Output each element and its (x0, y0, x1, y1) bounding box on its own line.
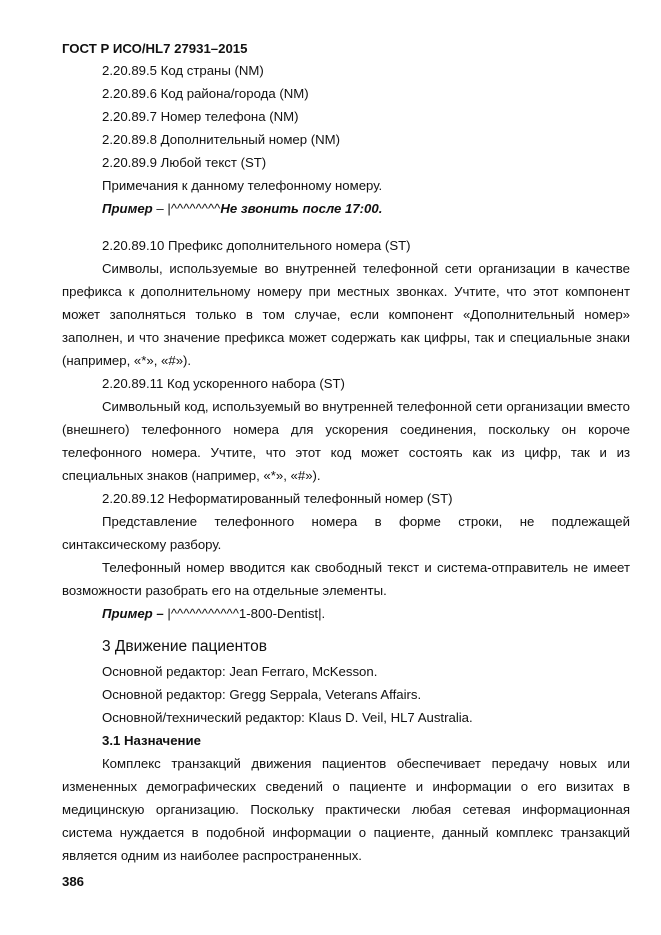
field-line-country-code: 2.20.89.5 Код страны (NM) (102, 63, 264, 78)
page-content (62, 59, 630, 867)
field-line-area-code: 2.20.89.6 Код района/города (NM) (102, 86, 309, 101)
section-2-20-89-12-title: 2.20.89.12 Неформатированный телефонный номер (ST) (102, 491, 453, 506)
field-line-extension: 2.20.89.8 Дополнительный номер (NM) (102, 132, 341, 147)
section-3-heading: 3 Движение пациентов (102, 638, 267, 655)
example-1-label: Пример (102, 201, 153, 216)
spacer (62, 220, 630, 234)
example-1 (62, 197, 630, 220)
example-1-text: Не звонить после 17:00. (220, 201, 383, 216)
section-2-20-89-10-title: 2.20.89.10 Префикс дополнительного номера (ST) (102, 238, 411, 253)
section-2-20-89-11-title: 2.20.89.11 Код ускоренного набора (ST) (102, 376, 345, 391)
editor-line-1: Основной редактор: Jean Ferraro, McKesson. (102, 664, 378, 679)
example-2 (62, 602, 630, 625)
example-1-separator: – |^^^^^^^^ (152, 201, 221, 216)
notes-line: Примечания к данному телефонному номеру. (102, 178, 383, 193)
section-2-20-89-10-paragraph: Символы, используемые во внутренней телефонной сети организации в качестве префикса к дополнительному номеру при местных звонках. Учтите, что этот компонент может заполняться только в том случае, если компонент «Дополнительный номер» заполнен, и что значение префикса может содержать как цифры, так и специальные знаки (например, «*», «#»). (62, 261, 630, 368)
example-2-text: |^^^^^^^^^^^1-800-Dentist|. (163, 606, 326, 621)
section-2-20-89-12-paragraph-2: Телефонный номер вводится как свободный текст и система-отправитель не имеет возможности разобрать его на отдельные элементы. (62, 560, 630, 598)
editor-line-3: Основной/технический редактор: Klaus D. Veil, HL7 Australia. (102, 710, 473, 725)
section-2-20-89-11-paragraph: Символьный код, используемый во внутренней телефонной сети организации вместо (внешнего) телефонного номера для ускорения соединения, поскольку он короче телефонного номера. Учтите, что этот код может состоять как из цифр, так и из специальных знаков (например, «*», «#»). (62, 399, 630, 483)
field-line-phone-number: 2.20.89.7 Номер телефона (NM) (102, 109, 299, 124)
subsection-3-1-paragraph: Комплекс транзакций движения пациентов обеспечивает передачу новых или измененных демографических сведений о пациенте и информации о его визитах в медицинскую организацию. Поскольку практически любая сетевая информационная система нуждается в подобной информации о пациенте, данный комплекс транзакций является одним из наиболее распространенных. (62, 756, 630, 863)
document-header: ГОСТ Р ИСО/HL7 27931–2015 (62, 41, 248, 56)
field-line-any-text: 2.20.89.9 Любой текст (ST) (102, 155, 267, 170)
editor-line-2: Основной редактор: Gregg Seppala, Veterans Affairs. (102, 687, 422, 702)
example-2-label: Пример – (102, 606, 164, 621)
section-2-20-89-12-paragraph-1: Представление телефонного номера в форме строки, не подлежащей синтаксическому разбору. (62, 514, 630, 552)
page-number: 386 (62, 874, 85, 889)
subsection-3-1-heading: 3.1 Назначение (102, 733, 201, 748)
